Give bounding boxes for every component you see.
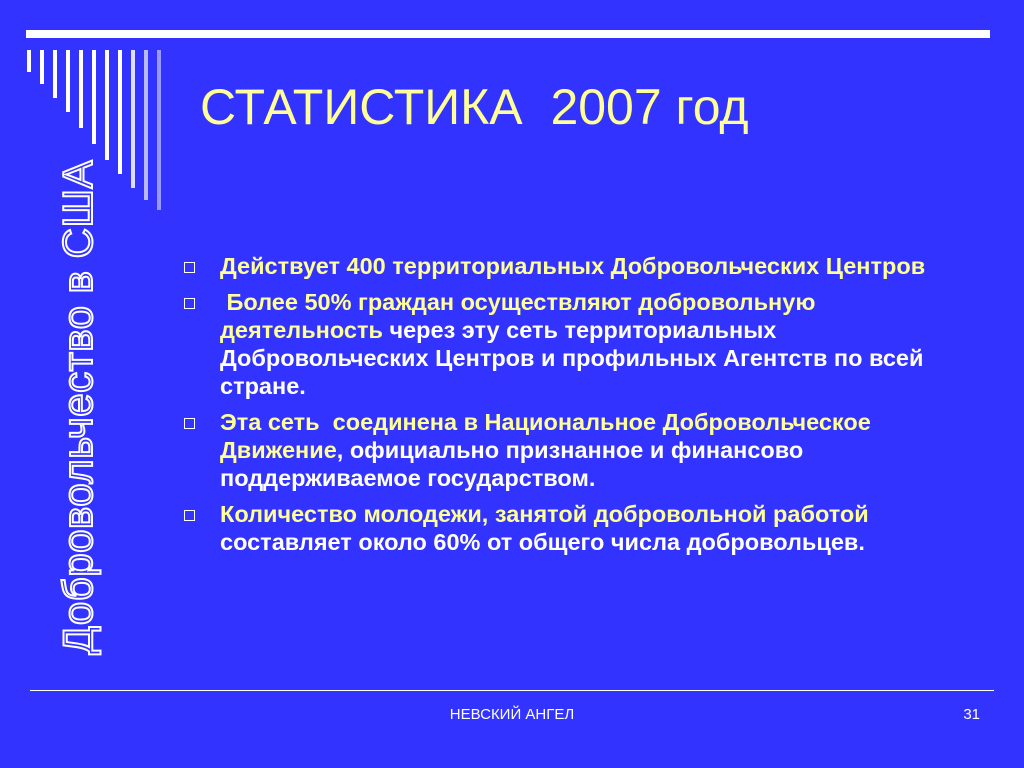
decorative-stripe <box>40 50 44 84</box>
decorative-stripe <box>66 50 70 112</box>
bullet-text <box>220 252 972 280</box>
hollow-square-bullet-icon <box>184 418 195 429</box>
highlighted-text: Количество молодежи, занятой добровольной работой <box>220 501 869 527</box>
bottom-rule <box>30 690 994 691</box>
decorative-stripe <box>131 50 135 188</box>
decorative-stripe <box>157 50 161 210</box>
bullet-text <box>220 408 972 492</box>
decorative-stripe <box>105 50 109 160</box>
bullet-list <box>182 252 972 564</box>
hollow-square-bullet-icon <box>184 510 195 521</box>
highlighted-text: Более 50% граждан осуществляют добровольную деятельность <box>220 289 822 343</box>
page-title: СТАТИСТИКА 2007 год <box>200 79 749 135</box>
decorative-stripe <box>53 50 57 98</box>
decorative-stripe <box>92 50 96 144</box>
decorative-stripe <box>118 50 122 174</box>
side-title-container <box>48 160 108 670</box>
plain-text: , официально признанное и финансово поддерживаемое государством. <box>220 437 810 491</box>
hollow-square-bullet-icon <box>184 262 195 273</box>
bullet-item <box>182 252 972 280</box>
bullet-item <box>182 500 972 556</box>
decorative-stripe <box>79 50 83 128</box>
plain-text: через эту сеть территориальных Добровольческих Центров и профильных Агентств по всей стране. <box>220 317 930 399</box>
side-title: Добровольчество в США <box>54 160 101 655</box>
highlighted-text: Эта сеть соединена в Национальное Добровольческое Движение <box>220 409 878 463</box>
decorative-stripe <box>144 50 148 200</box>
highlighted-text: Действует 400 территориальных Добровольческих Центров <box>220 253 926 279</box>
hollow-square-bullet-icon <box>184 298 195 309</box>
footer-text: НЕВСКИЙ АНГЕЛ <box>449 706 575 723</box>
page-number: 31 <box>963 706 980 723</box>
decorative-stripe <box>27 50 31 72</box>
bullet-text <box>220 288 972 400</box>
bullet-item <box>182 288 972 400</box>
bullet-text <box>220 500 972 556</box>
bullet-item <box>182 408 972 492</box>
plain-text: составляет около 60% от общего числа добровольцев. <box>220 501 882 555</box>
